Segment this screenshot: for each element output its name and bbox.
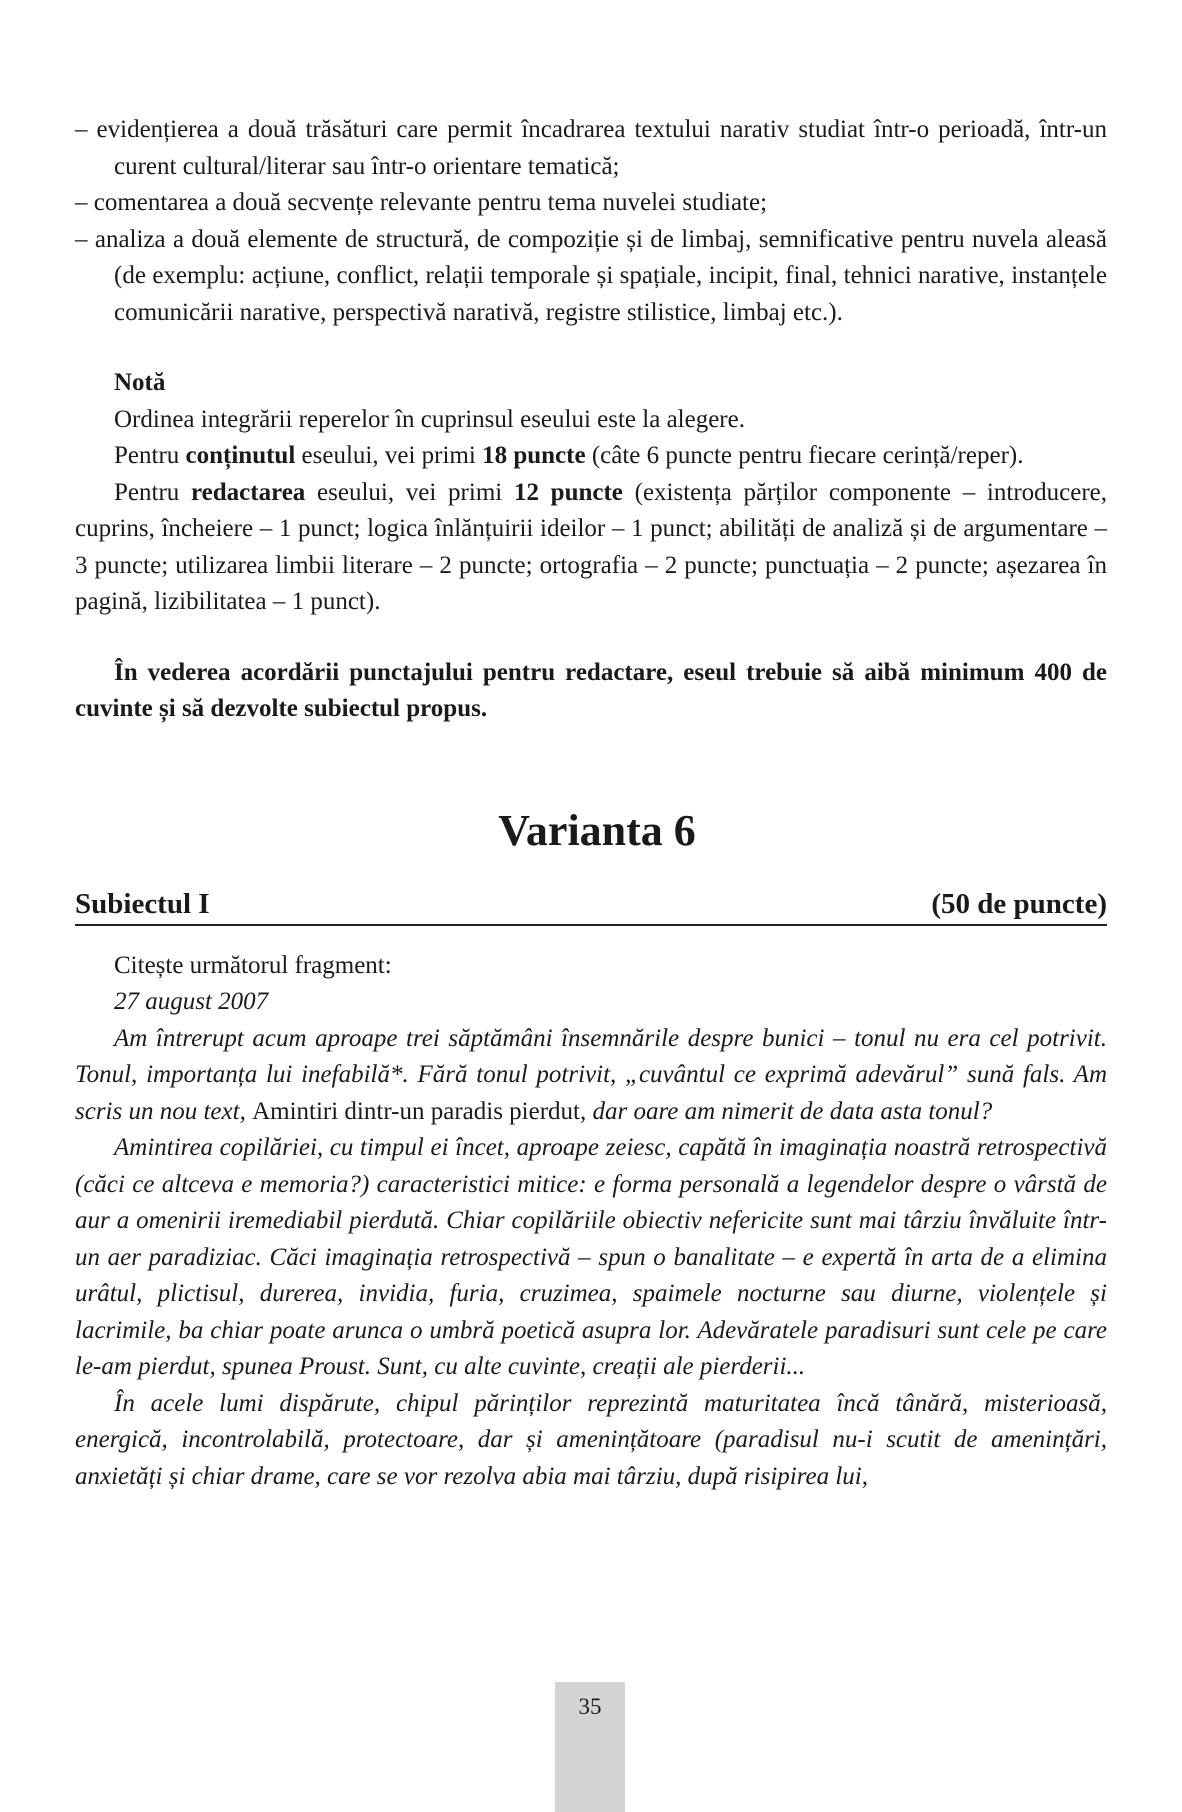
fragment-paragraph: Am întrerupt acum aproape trei săptămâni însemnările despre bunici – tonul nu era cel potrivit. Tonul, importanța lui inefabilă*. Fără tonul potrivit, „cuvântul ce exprimă adevărul” sună fals. Am scris un nou text, Amintiri dintr-un paradis pierdut, dar oare am nimerit de data asta tonul? bbox=[75, 1024, 1107, 1125]
fragment-paragraph: Amintirea copilăriei, cu timpul ei încet, aproape zeiesc, capătă în imaginația noastră retrospectivă (căci ce altceva e memoria?) caracteristici mitice: e forma personală a legendelor despre o vârstă de aur a omenirii iremediabil pierdută. Chiar copilăriile obiectiv nefericite sunt mai târziu învăluite într-un aer paradiziac. Căci imaginația retrospectivă – spun o banalitate – e expertă în arta de a elimina urâtul, plictisul, durerea, invidia, furia, cruzimea, spaimele nocturne sau diurne, violențele și lacrimile, ba chiar poate arunca o umbră poetică asupra lor. Adevăratele paradisuri sunt cele pe care le-am pierdut, spunea Proust. Sunt, cu alte cuvinte, creații ale pierderii... bbox=[75, 1134, 1107, 1380]
fragment-intro: Citește următorul fragment: bbox=[114, 951, 392, 979]
book-title: Amintiri dintr-un paradis pierdut bbox=[252, 1097, 580, 1125]
nota-content-paragraph: Pentru conținutul eseului, vei primi 18 puncte (câte 6 puncte pentru fiecare cerință/reper). bbox=[114, 442, 1024, 469]
fragment-date: 27 august 2007 bbox=[114, 988, 269, 1015]
subject-label: Subiectul I bbox=[75, 887, 210, 920]
requirement-item: – evidențierea a două trăsături care permit încadrarea textului narativ studiat într-o perioadă, într-un curent cultural/literar sau într-o orientare tematică; bbox=[75, 116, 1107, 180]
nota-heading: Notă bbox=[114, 369, 166, 396]
minimum-words-note: În vederea acordării punctajului pentru redactare, eseul trebuie să aibă minimum 400 de cuvinte și să dezvolte subiectul propus. bbox=[75, 658, 1107, 722]
fragment-paragraph: În acele lumi dispărute, chipul părinților reprezintă maturitatea încă tânără, misterioasă, energică, incontrolabilă, protectoare, dar și amenințătoare (paradisul nu-i scutit de amenințări, anxietăți și chiar drame, care se vor rezolva abia mai târziu, după risipirea lui, bbox=[75, 1389, 1107, 1490]
page-number: 35 bbox=[578, 1694, 602, 1719]
nota-redactare-paragraph: Pentru redactarea eseului, vei primi 12 puncte (existența părților componente – introducere, cuprins, încheiere – 1 punct; logica înlănțuirii ideilor – 1 punct; abilități de analiză și de argumentare – 3 puncte; utilizarea limbii literare – 2 puncte; ortografia – 2 puncte; punctuația – 2 puncte; așezarea în pagină, lizibilitatea – 1 punct). bbox=[75, 478, 1108, 615]
variant-title: Varianta 6 bbox=[498, 805, 696, 855]
nota-line: Ordinea integrării reperelor în cuprinsul eseului este la alegere. bbox=[114, 405, 745, 433]
subject-header bbox=[75, 886, 1107, 926]
requirement-item: – analiza a două elemente de structură, de compoziție și de limbaj, semnificative pentru nuvela aleasă (de exemplu: acțiune, conflict, relații temporale și spațiale, incipit, final, tehnici narative, instanțele comunicării narative, perspectivă narativă, registre stilistice, limbaj etc.). bbox=[75, 225, 1107, 326]
page-content bbox=[75, 112, 1107, 1495]
requirement-item: – comentarea a două secvențe relevante pentru tema nuvelei studiate; bbox=[75, 189, 768, 216]
subject-points: (50 de puncte) bbox=[931, 887, 1107, 920]
